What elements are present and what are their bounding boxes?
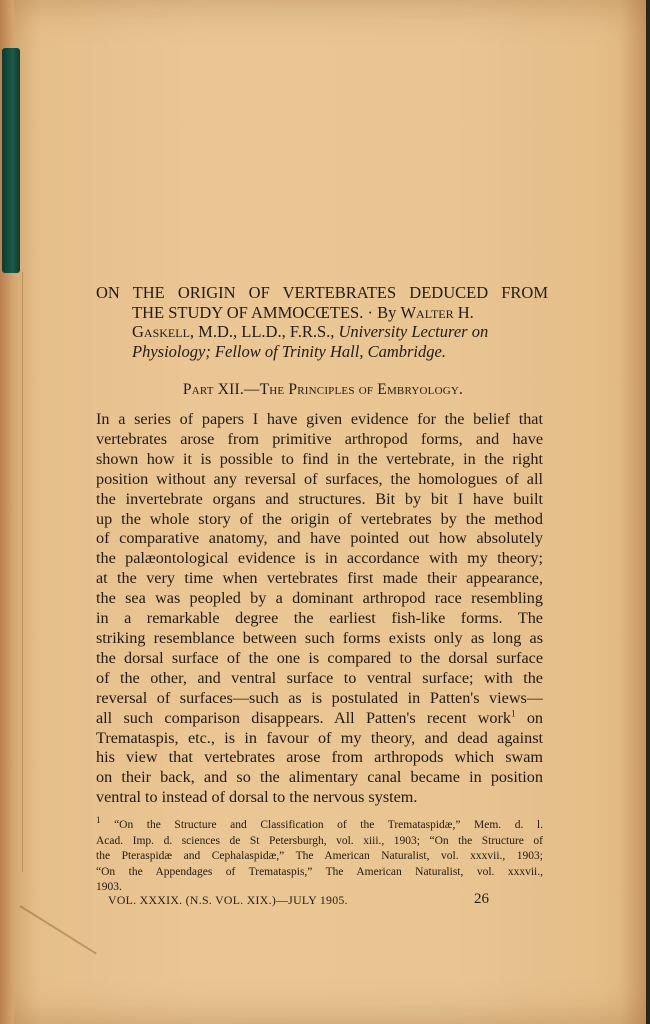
body-line: the dorsal surface of the one is compared to the dorsal surface [96,648,543,667]
article-title [96,283,548,361]
footnote-text: “On the Structure and Classification of the Tremataspidæ,” Mem. d. l. [114,819,543,831]
title-subject: THE STUDY OF AMMOCŒTES. [132,302,364,322]
page-fold [0,272,23,872]
footnote-line: “On the Appendages of Tremataspis,” The American Naturalist, vol. xxxvii., [96,865,543,878]
body-line: up the whole story of the origin of vertebrates by the method [96,509,543,528]
author-surname: Gaskell, [132,322,195,341]
footnote-line: the Pteraspidæ and Cephalaspidæ,” The American Naturalist, vol. xxxvii., 1903; [96,850,543,863]
body-line: the invertebrate organs and structures. Bit by bit I have built [96,489,543,508]
body-paragraph [96,410,543,808]
footnote-line: Acad. Imp. d. sciences de St Petersburgh, vol. xiii., 1903; “On the Structure of [96,834,543,847]
footnote-line [96,815,543,834]
footnote-line: 1903. [96,881,122,894]
body-line: of the other, and ventral surface to ventral surface; with the [96,668,543,687]
body-line: the sea was peopled by a dominant arthropod race resembling [96,589,543,608]
author-role: University Lecturer on [338,322,489,341]
body-line: in a remarkable degree the earliest fish-like forms. The [96,609,543,628]
title-line-2: THE STUDY OF AMMOCŒTES. · By Walter H. [132,302,474,322]
body-line: reversal of surfaces—such as is postulated in Patten's views— [96,688,543,707]
body-line-tail: on [526,708,543,727]
page-number: 26 [474,891,489,907]
body-line: striking resemblance between such forms exists only as long as [96,628,543,647]
part-heading: Part XII.—The Principles of Embryology. [182,381,464,398]
body-line: on their back, and so the alimentary canal became in position [96,768,543,787]
body-line: his view that vertebrates arose from arthropods which swam [96,748,543,767]
title-line-3 [96,322,548,342]
title-line-1: ON THE ORIGIN OF VERTEBRATES DEDUCED FROM [96,283,548,302]
body-line: Tremataspis, etc., is in favour of my theory, and dead against [96,728,543,747]
footnotes [96,815,543,896]
body-line: at the very time when vertebrates first made their appearance, [96,569,543,588]
title-line-4: Physiology; Fellow of Trinity Hall, Cambridge. [132,341,446,361]
footnote-ref: 1 [511,708,516,719]
body-line: ventral to instead of dorsal to the nervous system. [96,788,418,807]
body-line: vertebrates arose from primitive arthropod forms, and have [96,429,543,448]
author-degrees: M.D., LL.D., F.R.S., [198,322,335,341]
binding-tape [2,48,20,273]
body-line: of comparative anatomy, and have pointed out how absolutely [96,529,543,548]
volume-footer: VOL. XXXIX. (N.S. VOL. XIX.)—JULY 1905. [108,893,348,907]
footnote-marker: 1 [96,815,101,826]
title-by: By [377,302,397,322]
body-line: shown how it is possible to find in the vertebrate, in the right [96,449,543,468]
body-line: In a series of papers I have given evidence for the belief that [96,410,543,428]
body-line: the palæontological evidence is in accordance with my theory; [96,549,543,568]
author-first-name: Walter H. [400,302,474,322]
body-line-with-footnote [96,709,543,729]
paper-crease [19,905,96,954]
body-line: position without any reversal of surfaces, the homologues of all [96,469,543,488]
body-line-text: all such comparison disappears. All Patten's recent work [96,708,512,727]
